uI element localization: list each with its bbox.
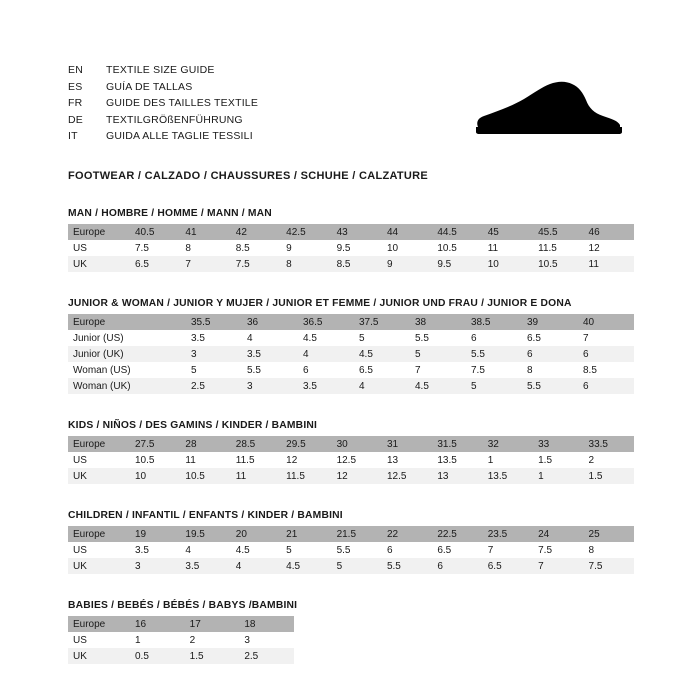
cell: 2 bbox=[189, 634, 196, 646]
cell: 37.5 bbox=[359, 316, 379, 328]
row-label: UK bbox=[68, 468, 130, 484]
cell: 11 bbox=[487, 242, 499, 254]
size-table-man bbox=[68, 224, 634, 272]
cell: 7.5 bbox=[135, 242, 149, 254]
cell: 22.5 bbox=[437, 528, 457, 540]
cell: 12.5 bbox=[336, 454, 357, 466]
table-row bbox=[68, 542, 634, 558]
row-label: Junior (UK) bbox=[68, 346, 130, 362]
cell: 1 bbox=[135, 634, 141, 646]
cell: 2 bbox=[588, 454, 595, 466]
cell: 12 bbox=[588, 242, 600, 254]
section-title: BABIES / BEBÉS / BÉBÉS / BABYS /BAMBINI bbox=[68, 600, 298, 611]
cell: 5 bbox=[359, 332, 365, 344]
size-table-children bbox=[68, 526, 634, 574]
table-row bbox=[68, 346, 634, 362]
cell: 35.5 bbox=[191, 316, 211, 328]
cell: 8.5 bbox=[583, 364, 597, 376]
cell: 4 bbox=[298, 346, 354, 362]
cell: 11 bbox=[584, 256, 634, 272]
row-label: UK bbox=[68, 648, 130, 664]
table-row bbox=[68, 224, 634, 240]
language-row bbox=[68, 62, 634, 79]
cell: 21 bbox=[286, 528, 298, 540]
cell: 5 bbox=[286, 544, 292, 556]
cell: 6 bbox=[578, 346, 634, 362]
table-row bbox=[68, 468, 634, 484]
cell: 13 bbox=[386, 454, 399, 466]
cell: 4 bbox=[231, 558, 281, 574]
size-table-kids bbox=[68, 436, 634, 484]
cell: 9 bbox=[286, 242, 292, 254]
row-label: Europe bbox=[73, 316, 106, 328]
row-label: UK bbox=[68, 558, 130, 574]
cell: 38.5 bbox=[471, 316, 491, 328]
cell bbox=[130, 346, 186, 362]
table-row bbox=[68, 616, 294, 632]
cell: 3 bbox=[186, 346, 242, 362]
language-code: DE bbox=[68, 113, 83, 126]
cell: 9 bbox=[382, 256, 432, 272]
cell: 7.5 bbox=[231, 256, 281, 272]
cell: 6 bbox=[432, 558, 482, 574]
cell: 5.5 bbox=[382, 558, 432, 574]
cell: 7.5 bbox=[471, 364, 485, 376]
language-title: TEXTILGRÖßENFÜHRUNG bbox=[106, 113, 243, 126]
cell: 40.5 bbox=[135, 226, 155, 238]
cell: 4 bbox=[354, 378, 410, 394]
cell: 10.5 bbox=[437, 242, 457, 254]
cell: 10.5 bbox=[180, 468, 230, 484]
cell: 3.5 bbox=[180, 558, 230, 574]
cell: 20 bbox=[235, 528, 247, 540]
cell: 11 bbox=[231, 468, 281, 484]
cell: 1 bbox=[487, 454, 494, 466]
cell: 7 bbox=[583, 332, 589, 344]
cell: 6.5 bbox=[359, 364, 373, 376]
table-row bbox=[68, 452, 634, 468]
cell bbox=[130, 314, 186, 330]
row-label: UK bbox=[68, 256, 130, 272]
cell bbox=[130, 330, 186, 346]
cell: 9.5 bbox=[336, 242, 351, 254]
row-label: Europe bbox=[73, 618, 106, 630]
cell: 10 bbox=[386, 242, 399, 254]
cell: 10 bbox=[483, 256, 533, 272]
cell: 33 bbox=[538, 438, 550, 450]
cell: 5.5 bbox=[466, 346, 522, 362]
cell: 7.5 bbox=[538, 544, 553, 556]
cell: 39 bbox=[527, 316, 539, 328]
cell: 11.5 bbox=[281, 468, 331, 484]
language-title: GUIDE DES TAILLES TEXTILE bbox=[106, 97, 259, 109]
cell: 40 bbox=[583, 316, 595, 328]
cell: 8 bbox=[281, 256, 331, 272]
cell: 13 bbox=[432, 468, 482, 484]
cell: 13.5 bbox=[437, 454, 457, 466]
cell: 6.5 bbox=[483, 558, 533, 574]
cell bbox=[130, 378, 186, 394]
language-title: GUIDA ALLE TAGLIE TESSILI bbox=[106, 130, 253, 142]
row-label: Europe bbox=[73, 226, 106, 238]
cell: 36 bbox=[247, 316, 259, 328]
row-label: Europe bbox=[73, 438, 106, 450]
cell: 19.5 bbox=[185, 528, 205, 540]
section-title: JUNIOR & WOMAN / JUNIOR Y MUJER / JUNIOR ET FEMME / JUNIOR UND FRAU / JUNIOR E DONA bbox=[68, 298, 572, 309]
row-label: Europe bbox=[73, 528, 106, 540]
cell: 6 bbox=[303, 364, 309, 376]
cell: 43 bbox=[336, 226, 348, 238]
language-title: TEXTILE SIZE GUIDE bbox=[106, 64, 215, 76]
cell: 44.5 bbox=[437, 226, 457, 238]
cell: 45 bbox=[487, 226, 499, 238]
cell: 5 bbox=[466, 378, 522, 394]
cell: 8.5 bbox=[332, 256, 382, 272]
cell: 7.5 bbox=[584, 558, 634, 574]
cell: 1.5 bbox=[584, 468, 634, 484]
cell: 3 bbox=[242, 378, 298, 394]
cell: 8 bbox=[185, 242, 191, 254]
table-row bbox=[68, 632, 294, 648]
section-children bbox=[68, 510, 634, 574]
cell: 30 bbox=[336, 438, 348, 450]
cell: 6.5 bbox=[130, 256, 180, 272]
cell: 28 bbox=[185, 438, 197, 450]
cell bbox=[130, 362, 186, 378]
table-row bbox=[68, 240, 634, 256]
cell: 6.5 bbox=[527, 332, 541, 344]
cell: 17 bbox=[189, 618, 201, 630]
cell: 4.5 bbox=[281, 558, 331, 574]
cell: 3.5 bbox=[191, 332, 205, 344]
table-row bbox=[68, 256, 634, 272]
cell: 44 bbox=[386, 226, 399, 238]
table-row bbox=[68, 526, 634, 542]
language-code: ES bbox=[68, 80, 83, 93]
cell: 4.5 bbox=[354, 346, 410, 362]
cell: 12 bbox=[332, 468, 382, 484]
size-guide-document bbox=[68, 62, 634, 664]
cell: 25 bbox=[588, 528, 600, 540]
cell: 7 bbox=[180, 256, 230, 272]
cell: 11 bbox=[185, 454, 196, 466]
section-junior-woman bbox=[68, 298, 634, 394]
cell: 9.5 bbox=[432, 256, 482, 272]
cell: 23.5 bbox=[487, 528, 508, 540]
cell: 5.5 bbox=[336, 544, 351, 556]
cell: 5.5 bbox=[522, 378, 578, 394]
table-row bbox=[68, 362, 634, 378]
cell: 3.5 bbox=[242, 346, 298, 362]
footwear-category-title: FOOTWEAR / CALZADO / CHAUSSURES / SCHUHE / CALZATURE bbox=[68, 170, 429, 182]
language-code: FR bbox=[68, 97, 83, 109]
cell: 5 bbox=[332, 558, 382, 574]
section-kids bbox=[68, 420, 634, 484]
cell: 12.5 bbox=[382, 468, 432, 484]
table-row bbox=[68, 648, 294, 664]
cell: 11.5 bbox=[538, 242, 557, 254]
dress-shoe-icon bbox=[446, 80, 626, 140]
cell: 11.5 bbox=[235, 454, 255, 466]
language-code: EN bbox=[68, 64, 83, 76]
cell: 18 bbox=[244, 618, 256, 630]
cell: 3 bbox=[244, 634, 250, 646]
language-code: IT bbox=[68, 130, 78, 142]
cell: 27.5 bbox=[135, 438, 155, 450]
table-row bbox=[68, 314, 634, 330]
cell: 16 bbox=[135, 618, 147, 630]
document-header bbox=[68, 62, 634, 152]
cell: 42.5 bbox=[286, 226, 306, 238]
cell: 8 bbox=[588, 544, 595, 556]
cell: 5 bbox=[410, 346, 466, 362]
cell: 1 bbox=[533, 468, 583, 484]
table-row bbox=[68, 330, 634, 346]
cell: 6 bbox=[578, 378, 634, 394]
section-title: KIDS / NIÑOS / DES GAMINS / KINDER / BAMBINI bbox=[68, 420, 318, 431]
cell: 4.5 bbox=[235, 544, 250, 556]
section-man bbox=[68, 208, 634, 272]
cell: 7 bbox=[487, 544, 494, 556]
cell: 2.5 bbox=[186, 378, 242, 394]
cell: 4.5 bbox=[303, 332, 317, 344]
cell: 1.5 bbox=[538, 454, 553, 466]
cell: 10.5 bbox=[533, 256, 583, 272]
size-table-babies bbox=[68, 616, 294, 664]
cell: 3 bbox=[130, 558, 180, 574]
cell: 29.5 bbox=[286, 438, 306, 450]
cell: 8.5 bbox=[235, 242, 250, 254]
cell: 3.5 bbox=[298, 378, 354, 394]
cell: 5.5 bbox=[415, 332, 429, 344]
cell: 12 bbox=[286, 454, 298, 466]
cell: 38 bbox=[415, 316, 427, 328]
cell: 21.5 bbox=[336, 528, 357, 540]
size-table-junior-woman bbox=[68, 314, 634, 394]
table-row bbox=[68, 436, 634, 452]
cell: 46 bbox=[588, 226, 600, 238]
row-label: US bbox=[73, 544, 87, 556]
cell: 0.5 bbox=[130, 648, 185, 664]
cell: 31 bbox=[386, 438, 399, 450]
cell: 13.5 bbox=[483, 468, 533, 484]
cell: 42 bbox=[235, 226, 247, 238]
cell: 4 bbox=[247, 332, 253, 344]
table-row bbox=[68, 378, 634, 394]
language-title: GUÍA DE TALLAS bbox=[106, 80, 193, 93]
row-label: Woman (US) bbox=[73, 364, 131, 376]
cell: 4 bbox=[185, 544, 191, 556]
row-label: US bbox=[73, 454, 87, 466]
cell: 45.5 bbox=[538, 226, 558, 238]
cell: 28.5 bbox=[235, 438, 256, 450]
cell: 3.5 bbox=[135, 544, 149, 556]
table-row bbox=[68, 558, 634, 574]
cell: 5 bbox=[191, 364, 197, 376]
cell: 41 bbox=[185, 226, 197, 238]
row-label: US bbox=[73, 242, 87, 254]
cell: 1.5 bbox=[185, 648, 240, 664]
cell: 24 bbox=[538, 528, 550, 540]
cell: 10.5 bbox=[135, 454, 155, 466]
cell: 4.5 bbox=[410, 378, 466, 394]
section-title: MAN / HOMBRE / HOMME / MANN / MAN bbox=[68, 208, 272, 219]
row-label: US bbox=[73, 634, 87, 646]
row-label: Woman (UK) bbox=[68, 378, 130, 394]
cell: 36.5 bbox=[303, 316, 323, 328]
section-babies bbox=[68, 600, 634, 664]
cell: 10 bbox=[130, 468, 180, 484]
cell: 31.5 bbox=[437, 438, 457, 450]
cell: 19 bbox=[135, 528, 147, 540]
cell: 8 bbox=[527, 364, 533, 376]
cell: 5.5 bbox=[247, 364, 261, 376]
cell: 7 bbox=[415, 364, 421, 376]
cell: 32 bbox=[487, 438, 499, 450]
row-label: Junior (US) bbox=[73, 332, 124, 344]
cell: 6 bbox=[471, 332, 477, 344]
cell: 6.5 bbox=[437, 544, 452, 556]
cell: 6 bbox=[386, 544, 393, 556]
cell: 2.5 bbox=[239, 648, 294, 664]
cell: 6 bbox=[522, 346, 578, 362]
cell: 22 bbox=[386, 528, 399, 540]
section-title: CHILDREN / INFANTIL / ENFANTS / KINDER / BAMBINI bbox=[68, 510, 343, 521]
cell: 33.5 bbox=[588, 438, 608, 450]
cell: 7 bbox=[533, 558, 583, 574]
